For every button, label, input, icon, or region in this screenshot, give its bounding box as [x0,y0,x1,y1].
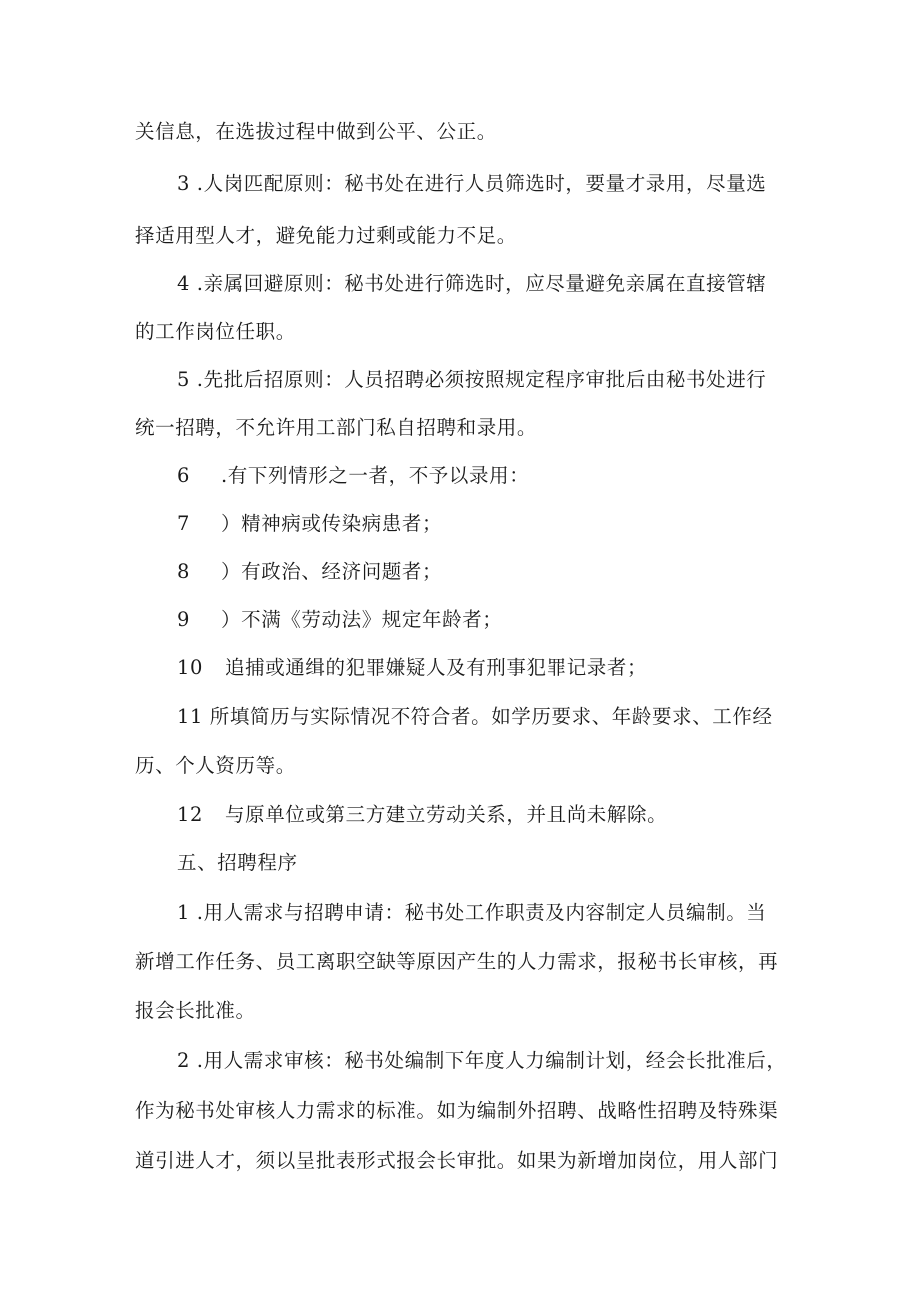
paragraph-line: 3 .人岗匹配原则：秘书处在进行人员筛选时，要量才录用，尽量选 [177,172,767,195]
list-item [177,606,502,634]
list-item [177,801,667,829]
list-item-text: ）有政治、经济问题者； [221,560,443,583]
paragraph-line: 道引进人才，须以呈批表形式报会长审批。如果为新增加岗位，用人部门 [135,1149,779,1172]
paragraph-line: 的工作岗位任职。 [135,320,296,343]
list-item-number: 8 [177,560,191,583]
paragraph-line: 作为秘书处审核人力需求的标准。如为编制外招聘、战略性招聘及特殊渠 [135,1099,779,1122]
paragraph-line: 统一招聘，不允许用工部门私自招聘和录用。 [135,416,538,439]
list-item [177,462,529,490]
section-heading: 五、招聘程序 [177,851,298,874]
list-item-number: 6 [177,464,191,487]
paragraph-line: 报会长批准。 [135,999,256,1022]
list-item-text: ）不满《劳动法》规定年龄者； [221,608,503,631]
list-item-number: 7 [177,512,191,535]
paragraph-line: 5 .先批后招原则：人员招聘必须按照规定程序审批后由秘书处进行 [177,368,767,391]
paragraph-line: 历、个人资历等。 [135,754,296,777]
paragraph-line: 关信息，在选拔过程中做到公平、公正。 [135,120,497,143]
list-item-number: 12 [177,803,204,826]
list-item-text: 与原单位或第三方建立劳动关系，并且尚未解除。 [225,803,668,826]
paragraph-line: 4 .亲属回避原则：秘书处进行筛选时，应尽量避免亲属在直接管辖 [177,272,767,295]
list-item-number: 10 [177,656,204,679]
paragraph-line: 11 所填简历与实际情况不符合者。如学历要求、年龄要求、工作经 [177,705,773,728]
list-item-text: ）精神病或传染病患者； [221,512,443,535]
list-item-text: 追捕或通缉的犯罪嫌疑人及有刑事犯罪记录者； [225,656,648,679]
paragraph-line: 择适用型人才，避免能力过剩或能力不足。 [135,224,517,247]
list-item [177,510,442,538]
paragraph-line: 新增工作任务、员工离职空缺等原因产生的人力需求，报秘书长审核，再 [135,950,779,973]
list-item [177,654,647,682]
paragraph-line: 1 .用人需求与招聘申请：秘书处工作职责及内容制定人员编制。当 [177,901,767,924]
list-item [177,558,442,586]
paragraph-line: 2 .用人需求审核：秘书处编制下年度人力编制计划，经会长批准后， [177,1049,787,1072]
list-item-number: 9 [177,608,191,631]
list-item-text: .有下列情形之一者，不予以录用： [221,464,530,487]
